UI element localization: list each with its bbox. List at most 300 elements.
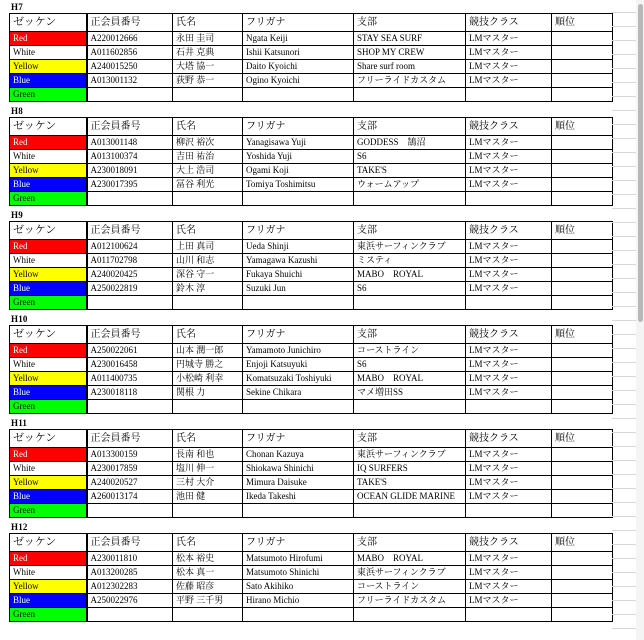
header-member-no: 正会員番号 xyxy=(87,430,173,448)
table-row xyxy=(10,400,613,414)
cell-furigana[interactable]: Ogami Koji xyxy=(243,164,354,178)
cell-class[interactable]: LMマスター xyxy=(466,386,552,400)
cell-class[interactable]: LMマスター xyxy=(466,344,552,358)
header-rank: 順位 xyxy=(552,222,613,240)
cell-class[interactable] xyxy=(466,400,552,414)
bib-color-cell[interactable]: White xyxy=(10,150,87,164)
cell-name[interactable]: 小松崎 利幸 xyxy=(173,372,243,386)
cell-member-no[interactable]: A013100374 xyxy=(87,150,173,164)
cell-branch[interactable] xyxy=(354,504,466,518)
bib-color-cell[interactable]: Yellow xyxy=(10,60,87,74)
cell-furigana[interactable]: Sato Akihiko xyxy=(243,580,354,594)
bib-color-cell[interactable]: Blue xyxy=(10,594,87,608)
cell-member-no[interactable]: A230018091 xyxy=(87,164,173,178)
cell-branch[interactable]: SHOP MY CREW xyxy=(354,46,466,60)
bib-color-cell[interactable]: Green xyxy=(10,400,87,414)
cell-furigana[interactable] xyxy=(243,608,354,622)
cell-furigana[interactable] xyxy=(243,296,354,310)
table-row xyxy=(10,240,613,254)
cell-member-no[interactable]: A012100624 xyxy=(87,240,173,254)
cell-member-no[interactable]: A011602856 xyxy=(87,46,173,60)
header-furigana: フリガナ xyxy=(243,222,354,240)
cell-class[interactable]: LMマスター xyxy=(466,552,552,566)
cell-name[interactable]: 平野 三千男 xyxy=(173,594,243,608)
header-class: 競技クラス xyxy=(466,118,552,136)
header-member-no: 正会員番号 xyxy=(87,534,173,552)
cell-name[interactable]: 深谷 守一 xyxy=(173,268,243,282)
bib-color-cell[interactable]: Green xyxy=(10,192,87,206)
cell-class[interactable]: LMマスター xyxy=(466,60,552,74)
table-row xyxy=(10,608,613,622)
cell-branch[interactable]: IQ SURFERS xyxy=(354,462,466,476)
cell-rank[interactable] xyxy=(552,88,613,102)
cell-name[interactable]: 永田 圭司 xyxy=(173,32,243,46)
header-branch: 支部 xyxy=(354,326,466,344)
cell-member-no[interactable]: A013300159 xyxy=(87,448,173,462)
cell-name[interactable] xyxy=(173,608,243,622)
table-row xyxy=(10,580,613,594)
cell-class[interactable]: LMマスター xyxy=(466,178,552,192)
cell-furigana[interactable] xyxy=(243,88,354,102)
header-row xyxy=(10,222,613,240)
table-row xyxy=(10,150,613,164)
cell-member-no[interactable] xyxy=(87,400,173,414)
cell-rank[interactable] xyxy=(552,490,613,504)
table-row xyxy=(10,552,613,566)
table-row xyxy=(10,32,613,46)
table-row xyxy=(10,268,613,282)
bib-color-cell[interactable]: Red xyxy=(10,552,87,566)
cell-name[interactable] xyxy=(173,504,243,518)
bib-color-cell[interactable]: Blue xyxy=(10,178,87,192)
cell-furigana[interactable]: Ueda Shinji xyxy=(243,240,354,254)
cell-furigana[interactable]: Ikeda Takeshi xyxy=(243,490,354,504)
bib-color-cell[interactable]: White xyxy=(10,566,87,580)
cell-furigana[interactable]: Yamamoto Junichiro xyxy=(243,344,354,358)
cell-name[interactable]: 三村 大介 xyxy=(173,476,243,490)
header-row xyxy=(10,118,613,136)
header-branch: 支部 xyxy=(354,534,466,552)
heat-label: H10 xyxy=(11,314,28,324)
cell-class[interactable]: LMマスター xyxy=(466,240,552,254)
header-bib: ゼッケン xyxy=(10,222,87,240)
cell-member-no[interactable]: A250022819 xyxy=(87,282,173,296)
cell-rank[interactable] xyxy=(552,504,613,518)
cell-furigana[interactable]: Matsumoto Hirofumi xyxy=(243,552,354,566)
cell-rank[interactable] xyxy=(552,594,613,608)
cell-rank[interactable] xyxy=(552,296,613,310)
cell-branch[interactable]: S6 xyxy=(354,282,466,296)
cell-furigana[interactable]: Fukaya Shuichi xyxy=(243,268,354,282)
cell-rank[interactable] xyxy=(552,254,613,268)
cell-member-no[interactable]: A260013174 xyxy=(87,490,173,504)
cell-class[interactable]: LMマスター xyxy=(466,136,552,150)
header-name: 氏名 xyxy=(173,118,243,136)
table-row xyxy=(10,386,613,400)
cell-branch[interactable]: GODDESS 鵠沼 xyxy=(354,136,466,150)
cell-name[interactable]: 松本 裕史 xyxy=(173,552,243,566)
bib-color-cell[interactable]: Yellow xyxy=(10,476,87,490)
table-row xyxy=(10,74,613,88)
cell-member-no[interactable]: A011702798 xyxy=(87,254,173,268)
cell-name[interactable]: 長南 和也 xyxy=(173,448,243,462)
cell-furigana[interactable]: Mimura Daisuke xyxy=(243,476,354,490)
table-row xyxy=(10,344,613,358)
cell-member-no[interactable] xyxy=(87,192,173,206)
cell-rank[interactable] xyxy=(552,386,613,400)
cell-branch[interactable]: 東浜サーフィンクラブ xyxy=(354,448,466,462)
bib-color-cell[interactable]: Red xyxy=(10,240,87,254)
cell-member-no[interactable]: A013001132 xyxy=(87,74,173,88)
cell-rank[interactable] xyxy=(552,46,613,60)
bib-color-cell[interactable]: Red xyxy=(10,448,87,462)
cell-furigana[interactable] xyxy=(243,192,354,206)
header-name: 氏名 xyxy=(173,430,243,448)
cell-name[interactable]: 鈴木 淳 xyxy=(173,282,243,296)
table-row xyxy=(10,282,613,296)
cell-class[interactable]: LMマスター xyxy=(466,150,552,164)
header-name: 氏名 xyxy=(173,14,243,32)
bib-color-cell[interactable]: Green xyxy=(10,608,87,622)
vertical-scrollbar[interactable] xyxy=(636,0,644,640)
cell-branch[interactable]: OCEAN GLIDE MARINE xyxy=(354,490,466,504)
header-branch: 支部 xyxy=(354,430,466,448)
cell-member-no[interactable]: A013001148 xyxy=(87,136,173,150)
cell-class[interactable] xyxy=(466,296,552,310)
cell-branch[interactable]: S6 xyxy=(354,358,466,372)
table-row xyxy=(10,192,613,206)
cell-rank[interactable] xyxy=(552,580,613,594)
cell-name[interactable]: 関根 力 xyxy=(173,386,243,400)
header-class: 競技クラス xyxy=(466,14,552,32)
header-row xyxy=(10,430,613,448)
spreadsheet-grid-margin xyxy=(612,0,636,640)
cell-rank[interactable] xyxy=(552,150,613,164)
bib-color-cell[interactable]: Red xyxy=(10,136,87,150)
bib-color-cell[interactable]: Blue xyxy=(10,386,87,400)
bib-color-cell[interactable]: White xyxy=(10,46,87,60)
heat-label: H11 xyxy=(11,418,28,428)
cell-furigana[interactable]: Matsumoto Shinichi xyxy=(243,566,354,580)
header-class: 競技クラス xyxy=(466,326,552,344)
cell-branch[interactable]: S6 xyxy=(354,150,466,164)
heat-table xyxy=(9,429,613,518)
cell-name[interactable]: 上田 真司 xyxy=(173,240,243,254)
cell-member-no[interactable]: A240020425 xyxy=(87,268,173,282)
header-furigana: フリガナ xyxy=(243,14,354,32)
cell-furigana[interactable]: Ngata Keiji xyxy=(243,32,354,46)
heat-table xyxy=(9,117,613,206)
cell-class[interactable]: LMマスター xyxy=(466,490,552,504)
table-row xyxy=(10,372,613,386)
cell-class[interactable] xyxy=(466,192,552,206)
cell-furigana[interactable]: Yoshida Yuji xyxy=(243,150,354,164)
cell-class[interactable]: LMマスター xyxy=(466,268,552,282)
table-row xyxy=(10,164,613,178)
header-furigana: フリガナ xyxy=(243,326,354,344)
header-class: 競技クラス xyxy=(466,222,552,240)
table-row xyxy=(10,504,613,518)
bib-color-cell[interactable]: Yellow xyxy=(10,164,87,178)
table-row xyxy=(10,358,613,372)
cell-rank[interactable] xyxy=(552,372,613,386)
heat-label: H8 xyxy=(11,106,23,116)
cell-name[interactable]: 塩川 伸一 xyxy=(173,462,243,476)
cell-branch[interactable]: STAY SEA SURF xyxy=(354,32,466,46)
cell-furigana[interactable]: Sekine Chikara xyxy=(243,386,354,400)
bib-color-cell[interactable]: Blue xyxy=(10,74,87,88)
cell-furigana[interactable]: Ishii Katsunori xyxy=(243,46,354,60)
cell-rank[interactable] xyxy=(552,344,613,358)
cell-member-no[interactable] xyxy=(87,88,173,102)
cell-furigana[interactable] xyxy=(243,400,354,414)
cell-member-no[interactable] xyxy=(87,504,173,518)
header-bib: ゼッケン xyxy=(10,430,87,448)
bib-color-cell[interactable]: Green xyxy=(10,504,87,518)
cell-rank[interactable] xyxy=(552,74,613,88)
table-row xyxy=(10,490,613,504)
cell-branch[interactable]: マメ増田SS xyxy=(354,386,466,400)
cell-member-no[interactable]: A230017395 xyxy=(87,178,173,192)
header-bib: ゼッケン xyxy=(10,534,87,552)
cell-member-no[interactable]: A230011810 xyxy=(87,552,173,566)
cell-name[interactable]: 山本 潤一郎 xyxy=(173,344,243,358)
heat-label: H9 xyxy=(11,210,23,220)
cell-class[interactable]: LMマスター xyxy=(466,448,552,462)
cell-rank[interactable] xyxy=(552,32,613,46)
cell-name[interactable] xyxy=(173,192,243,206)
cell-name[interactable] xyxy=(173,400,243,414)
heat-table xyxy=(9,13,613,102)
cell-furigana[interactable]: Komatsuzaki Toshiyuki xyxy=(243,372,354,386)
cell-branch[interactable]: ウォームアップ xyxy=(354,178,466,192)
cell-rank[interactable] xyxy=(552,566,613,580)
cell-branch[interactable]: Share surf room xyxy=(354,60,466,74)
cell-class[interactable]: LMマスター xyxy=(466,462,552,476)
cell-branch[interactable]: MABO ROYAL xyxy=(354,268,466,282)
cell-furigana[interactable]: Ogino Kyoichi xyxy=(243,74,354,88)
cell-member-no[interactable]: A250022061 xyxy=(87,344,173,358)
header-rank: 順位 xyxy=(552,118,613,136)
cell-name[interactable]: 池田 健 xyxy=(173,490,243,504)
cell-class[interactable]: LMマスター xyxy=(466,580,552,594)
cell-class[interactable]: LMマスター xyxy=(466,476,552,490)
cell-member-no[interactable]: A230016458 xyxy=(87,358,173,372)
cell-name[interactable] xyxy=(173,296,243,310)
table-row xyxy=(10,46,613,60)
cell-member-no[interactable]: A230018118 xyxy=(87,386,173,400)
cell-name[interactable]: 円城寺 勝之 xyxy=(173,358,243,372)
header-member-no: 正会員番号 xyxy=(87,326,173,344)
cell-rank[interactable] xyxy=(552,552,613,566)
cell-class[interactable] xyxy=(466,504,552,518)
cell-branch[interactable]: フリーライドカスタム xyxy=(354,74,466,88)
cell-branch[interactable]: MABO ROYAL xyxy=(354,552,466,566)
cell-member-no[interactable]: A013200285 xyxy=(87,566,173,580)
cell-class[interactable]: LMマスター xyxy=(466,566,552,580)
header-rank: 順位 xyxy=(552,326,613,344)
cell-rank[interactable] xyxy=(552,136,613,150)
cell-rank[interactable] xyxy=(552,476,613,490)
cell-member-no[interactable]: A240020527 xyxy=(87,476,173,490)
header-branch: 支部 xyxy=(354,14,466,32)
heat-label: H7 xyxy=(11,2,23,12)
bib-color-cell[interactable]: White xyxy=(10,462,87,476)
cell-furigana[interactable] xyxy=(243,504,354,518)
cell-name[interactable]: 大塔 協一 xyxy=(173,60,243,74)
cell-furigana[interactable]: Tomiya Toshimitsu xyxy=(243,178,354,192)
cell-branch[interactable] xyxy=(354,400,466,414)
cell-rank[interactable] xyxy=(552,164,613,178)
cell-class[interactable]: LMマスター xyxy=(466,594,552,608)
header-furigana: フリガナ xyxy=(243,534,354,552)
cell-rank[interactable] xyxy=(552,268,613,282)
cell-rank[interactable] xyxy=(552,240,613,254)
cell-branch[interactable]: ミスティ xyxy=(354,254,466,268)
cell-name[interactable]: 吉田 祐治 xyxy=(173,150,243,164)
cell-rank[interactable] xyxy=(552,358,613,372)
header-furigana: フリガナ xyxy=(243,118,354,136)
bib-color-cell[interactable]: Blue xyxy=(10,490,87,504)
cell-name[interactable]: 佐藤 昭彦 xyxy=(173,580,243,594)
cell-furigana[interactable]: Yamagawa Kazushi xyxy=(243,254,354,268)
cell-name[interactable]: 松本 真一 xyxy=(173,566,243,580)
cell-class[interactable]: LMマスター xyxy=(466,254,552,268)
cell-rank[interactable] xyxy=(552,192,613,206)
table-row xyxy=(10,566,613,580)
header-branch: 支部 xyxy=(354,222,466,240)
header-member-no: 正会員番号 xyxy=(87,14,173,32)
cell-class[interactable] xyxy=(466,608,552,622)
cell-branch[interactable]: MABO ROYAL xyxy=(354,372,466,386)
header-member-no: 正会員番号 xyxy=(87,222,173,240)
cell-member-no[interactable]: A230017859 xyxy=(87,462,173,476)
heat-table xyxy=(9,533,613,622)
cell-name[interactable]: 荻野 恭一 xyxy=(173,74,243,88)
header-class: 競技クラス xyxy=(466,534,552,552)
scrollbar-thumb[interactable] xyxy=(638,4,643,322)
cell-name[interactable]: 冨谷 利光 xyxy=(173,178,243,192)
cell-branch[interactable]: フリーライドカスタム xyxy=(354,594,466,608)
header-rank: 順位 xyxy=(552,14,613,32)
cell-rank[interactable] xyxy=(552,282,613,296)
header-name: 氏名 xyxy=(173,534,243,552)
heat-table xyxy=(9,325,613,414)
header-row xyxy=(10,326,613,344)
cell-branch[interactable] xyxy=(354,608,466,622)
header-row xyxy=(10,14,613,32)
bib-color-cell[interactable]: Yellow xyxy=(10,372,87,386)
cell-furigana[interactable]: Chonan Kazuya xyxy=(243,448,354,462)
cell-furigana[interactable]: Yanagisawa Yuji xyxy=(243,136,354,150)
cell-rank[interactable] xyxy=(552,178,613,192)
cell-member-no[interactable]: A250022976 xyxy=(87,594,173,608)
cell-branch[interactable] xyxy=(354,88,466,102)
table-row xyxy=(10,448,613,462)
bib-color-cell[interactable]: Green xyxy=(10,296,87,310)
header-row xyxy=(10,534,613,552)
cell-rank[interactable] xyxy=(552,400,613,414)
bib-color-cell[interactable]: Red xyxy=(10,344,87,358)
heat-label: H12 xyxy=(11,522,28,532)
table-row xyxy=(10,88,613,102)
header-rank: 順位 xyxy=(552,534,613,552)
cell-rank[interactable] xyxy=(552,608,613,622)
cell-name[interactable]: 石井 克典 xyxy=(173,46,243,60)
cell-branch[interactable] xyxy=(354,192,466,206)
cell-member-no[interactable]: A011400735 xyxy=(87,372,173,386)
cell-name[interactable]: 柳沢 裕次 xyxy=(173,136,243,150)
cell-furigana[interactable]: Shiokawa Shinichi xyxy=(243,462,354,476)
cell-rank[interactable] xyxy=(552,60,613,74)
cell-member-no[interactable] xyxy=(87,608,173,622)
table-row xyxy=(10,136,613,150)
header-class: 競技クラス xyxy=(466,430,552,448)
header-member-no: 正会員番号 xyxy=(87,118,173,136)
table-row xyxy=(10,296,613,310)
cell-class[interactable]: LMマスター xyxy=(466,46,552,60)
table-row xyxy=(10,178,613,192)
cell-class[interactable]: LMマスター xyxy=(466,74,552,88)
bib-color-cell[interactable]: Yellow xyxy=(10,580,87,594)
cell-furigana[interactable]: Suzuki Jun xyxy=(243,282,354,296)
header-bib: ゼッケン xyxy=(10,14,87,32)
cell-branch[interactable] xyxy=(354,296,466,310)
header-furigana: フリガナ xyxy=(243,430,354,448)
table-row xyxy=(10,254,613,268)
table-row xyxy=(10,594,613,608)
cell-class[interactable]: LMマスター xyxy=(466,358,552,372)
cell-name[interactable]: 山川 和志 xyxy=(173,254,243,268)
cell-class[interactable]: LMマスター xyxy=(466,282,552,296)
cell-class[interactable]: LMマスター xyxy=(466,164,552,178)
table-row xyxy=(10,476,613,490)
cell-name[interactable]: 大上 浩司 xyxy=(173,164,243,178)
cell-name[interactable] xyxy=(173,88,243,102)
cell-furigana[interactable]: Hirano Michio xyxy=(243,594,354,608)
cell-member-no[interactable]: A220012666 xyxy=(87,32,173,46)
bib-color-cell[interactable]: Yellow xyxy=(10,268,87,282)
bib-color-cell[interactable]: Red xyxy=(10,32,87,46)
cell-furigana[interactable]: Enjoji Katsuyuki xyxy=(243,358,354,372)
cell-member-no[interactable]: A012302283 xyxy=(87,580,173,594)
cell-furigana[interactable]: Daito Kyoichi xyxy=(243,60,354,74)
cell-class[interactable] xyxy=(466,88,552,102)
cell-rank[interactable] xyxy=(552,462,613,476)
table-row xyxy=(10,60,613,74)
cell-branch[interactable]: TAKE'S xyxy=(354,476,466,490)
cell-member-no[interactable]: A240015250 xyxy=(87,60,173,74)
cell-member-no[interactable] xyxy=(87,296,173,310)
header-name: 氏名 xyxy=(173,222,243,240)
bib-color-cell[interactable]: White xyxy=(10,254,87,268)
table-row xyxy=(10,462,613,476)
cell-branch[interactable]: TAKE'S xyxy=(354,164,466,178)
bib-color-cell[interactable]: White xyxy=(10,358,87,372)
bib-color-cell[interactable]: Blue xyxy=(10,282,87,296)
cell-rank[interactable] xyxy=(552,448,613,462)
cell-branch[interactable]: 東浜サーフィンクラブ xyxy=(354,566,466,580)
cell-class[interactable]: LMマスター xyxy=(466,372,552,386)
header-branch: 支部 xyxy=(354,118,466,136)
cell-branch[interactable]: 東浜サーフィンクラブ xyxy=(354,240,466,254)
header-bib: ゼッケン xyxy=(10,326,87,344)
cell-class[interactable]: LMマスター xyxy=(466,32,552,46)
bib-color-cell[interactable]: Green xyxy=(10,88,87,102)
cell-branch[interactable]: コーストライン xyxy=(354,344,466,358)
header-rank: 順位 xyxy=(552,430,613,448)
cell-branch[interactable]: コーストライン xyxy=(354,580,466,594)
